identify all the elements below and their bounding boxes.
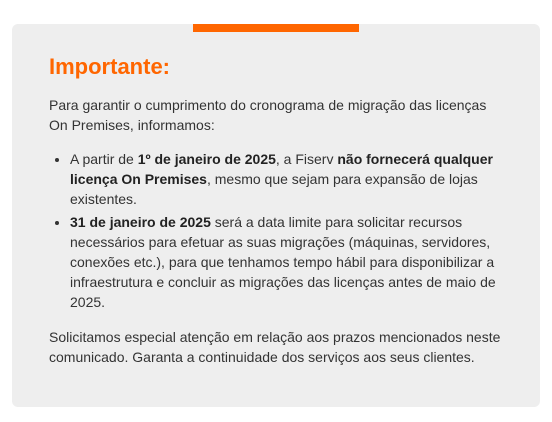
notice-intro: Para garantir o cumprimento do cronograma de migração das licenças On Premises, informamos: xyxy=(49,97,487,133)
item-bold-text: 31 de janeiro de 2025 xyxy=(70,214,211,230)
item-bold-text: não fornecerá qualquer licença On Premises xyxy=(70,151,493,187)
item-bold-text: 1º de janeiro de 2025 xyxy=(137,151,276,167)
notice-closing: Solicitamos especial atenção em relação aos prazos mencionados neste comunicado. Garanta a continuidade dos serviços aos seus clientes. xyxy=(49,329,501,365)
notice-list xyxy=(49,149,502,312)
list-item xyxy=(70,149,502,209)
item-text: , mesmo que sejam para expansão de lojas existentes. xyxy=(70,171,478,207)
list-item xyxy=(70,212,502,312)
notice-card xyxy=(12,24,540,407)
accent-bar xyxy=(193,24,359,32)
item-text: , a Fiserv xyxy=(275,151,338,167)
item-text: A partir de xyxy=(70,151,138,167)
notice-title: Importante: xyxy=(49,54,170,79)
item-text: será a data limite para solicitar recursos necessários para efetuar as suas migrações (máquinas, servidores, conexões etc.), para que tenhamos tempo hábil para disponibilizar a infraestrutura e concluir as migrações das licenças antes de maio de 2025. xyxy=(70,214,496,310)
